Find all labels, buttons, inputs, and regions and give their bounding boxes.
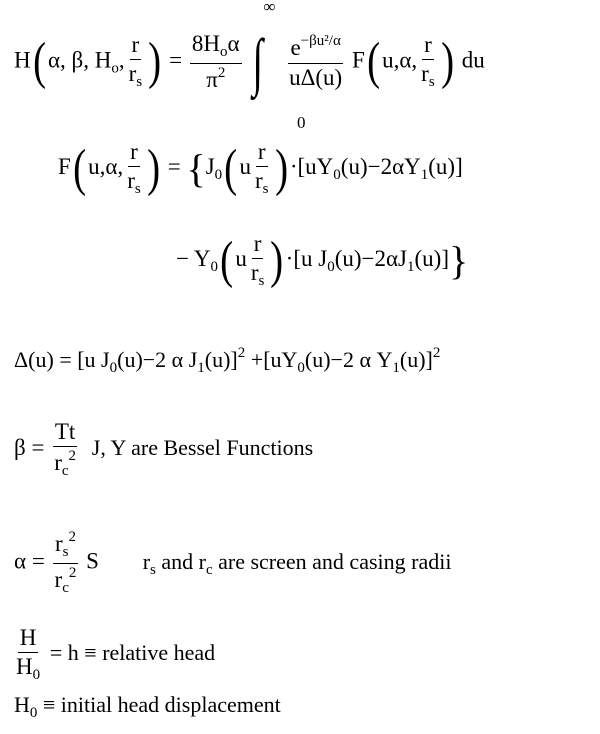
Delta-part2-sub1: 1 — [392, 360, 400, 376]
integral — [249, 0, 276, 97]
coef-den — [204, 64, 227, 92]
F-symbol: F — [58, 154, 71, 180]
F-args: u,α, — [88, 154, 124, 180]
H-symbol: H — [14, 47, 31, 73]
Delta-part1-start: [u J — [77, 347, 110, 372]
Delta-sup1: 2 — [237, 345, 246, 361]
integral-upper-limit: ∞ — [263, 0, 276, 16]
rc-base: r — [54, 566, 63, 592]
close-brace: } — [448, 237, 469, 283]
H0-base: H — [16, 654, 33, 680]
rs-base: r — [250, 260, 259, 286]
frac-num: r — [130, 33, 142, 60]
frac-num: r — [252, 232, 264, 259]
plus-sign: + — [250, 347, 264, 372]
exp-sup: −βu²/α — [300, 33, 341, 50]
rs-base: r — [255, 168, 263, 194]
equation-Delta-definition — [14, 346, 440, 376]
integrand-fraction — [287, 34, 344, 89]
J-close-paren: ) — [274, 139, 288, 197]
exp-base: e — [290, 35, 301, 61]
equals-sign: = — [59, 347, 72, 372]
equation-F-definition — [58, 140, 463, 198]
equation-F-continuation — [176, 232, 468, 290]
bracket2-mid: (u)−2αJ — [334, 246, 407, 272]
integral-sign: ∫ — [252, 26, 264, 97]
rs-sub: s — [136, 74, 143, 91]
rc-sup: 2 — [68, 448, 77, 465]
frac-den — [253, 167, 271, 198]
H0-symbol-sub: 0 — [29, 705, 38, 721]
rc-sub: c — [61, 463, 69, 480]
F-open-paren: ( — [366, 33, 380, 90]
Delta-part2-sub0: 0 — [297, 360, 305, 376]
rs-sub: s — [258, 273, 265, 290]
bracket1-sub0: 0 — [333, 167, 341, 184]
bracket2-end: (u)] — [414, 246, 449, 272]
Delta-lhs: Δ(u) — [14, 347, 54, 372]
rs-sub: s — [262, 181, 269, 198]
beta-fraction — [52, 420, 78, 480]
rs-sub: s — [134, 181, 141, 198]
bessel-note: J, Y are Bessel Functions — [91, 435, 314, 461]
coef-num — [190, 32, 242, 64]
equation-beta-definition — [14, 420, 313, 480]
equals-sign: = — [167, 154, 181, 180]
F-args: u,α, — [382, 47, 418, 73]
r-over-rs-2 — [253, 140, 271, 198]
F-call: F — [351, 47, 365, 73]
radii-note-r2-sub: c — [205, 561, 213, 578]
rs-base: r — [421, 61, 429, 87]
dot-operator: · — [285, 246, 294, 272]
rs-base: r — [128, 61, 137, 87]
minus-Y: − Y — [176, 246, 211, 272]
H-over-H0 — [14, 626, 42, 684]
bracket1-end: (u)] — [428, 154, 463, 180]
rs-sup: 2 — [68, 529, 76, 545]
F-close-paren: ) — [440, 33, 454, 90]
beta-lhs: β — [14, 435, 26, 461]
J-sub: 0 — [214, 167, 223, 184]
u-symbol: u — [239, 154, 251, 180]
Delta-part2-mid: (u)−2 α Y — [304, 347, 393, 372]
Delta-part1-sub1: 1 — [197, 360, 205, 376]
alpha-lhs: α — [14, 548, 27, 574]
radii-note-r1-sub: s — [150, 561, 156, 578]
Delta-part1-end: (u)] — [204, 347, 238, 372]
frac-den — [127, 60, 145, 91]
Y-sub: 0 — [210, 259, 218, 276]
equation-alpha-definition — [14, 530, 451, 597]
open-paren: ( — [32, 33, 46, 90]
F-r-over-rs — [419, 33, 437, 91]
Delta-sup2: 2 — [432, 345, 441, 361]
H-num: H — [18, 626, 39, 653]
integral-lower-limit: 0 — [297, 113, 306, 132]
frac-num: r — [422, 33, 434, 60]
bracket2-sub0: 0 — [327, 259, 335, 276]
frac-den — [419, 60, 437, 91]
bracket2-start: [u J — [293, 246, 328, 272]
rs-sub: s — [62, 544, 69, 560]
radii-note-r1: r — [142, 548, 151, 574]
equation-relative-head — [14, 626, 215, 684]
rc-base: r — [54, 450, 62, 476]
pi-sup: 2 — [217, 64, 226, 81]
alpha-num — [53, 530, 78, 564]
equation-initial-displacement — [14, 694, 281, 721]
Delta-part2-end: (u)] — [399, 347, 433, 372]
equals-sign: = — [31, 435, 45, 461]
bracket1-mid: (u)−2αY — [340, 154, 421, 180]
coefficient-fraction — [190, 32, 242, 92]
r-over-rs — [127, 33, 145, 91]
frac-num: r — [256, 140, 268, 167]
J-symbol: J — [205, 154, 215, 180]
equals-sign: = — [31, 548, 45, 574]
H0-symbol: H — [14, 692, 30, 717]
radii-note-end: are screen and casing radii — [212, 548, 452, 574]
integrand-num — [288, 34, 342, 63]
dot-operator: · — [289, 154, 298, 180]
Delta-part1-sub0: 0 — [109, 360, 118, 376]
J-open-paren: ( — [224, 139, 238, 197]
u-symbol: u — [235, 246, 247, 272]
integrand-den: uΔ(u) — [289, 64, 343, 90]
open-paren: ( — [72, 139, 86, 197]
pi: π — [206, 66, 218, 92]
Y-open-paren: ( — [220, 231, 234, 289]
rs-base: r — [127, 168, 135, 194]
Delta-part2-start: [uY — [263, 347, 298, 372]
bracket2-sub1: 1 — [407, 259, 415, 276]
equation-H-definition — [14, 0, 485, 97]
beta-num: Tt — [53, 420, 77, 447]
storativity-S: S — [86, 548, 99, 574]
H0-sub: 0 — [32, 667, 41, 684]
alpha-fraction — [53, 530, 79, 597]
coef-num-tail: α — [227, 31, 240, 57]
Y-close-paren: ) — [270, 231, 284, 289]
radii-note — [142, 548, 452, 578]
relative-head-text: = h ≡ relative head — [49, 640, 216, 666]
bracket1-sub1: 1 — [420, 167, 429, 184]
open-brace: { — [186, 145, 206, 191]
alpha-den — [53, 564, 79, 597]
rc-sub: c — [62, 579, 69, 596]
bracket1-start: [uY — [297, 154, 334, 180]
beta-den — [52, 447, 78, 480]
radii-note-mid: and r — [155, 548, 206, 574]
du: du — [461, 47, 485, 73]
close-paren: ) — [146, 139, 160, 197]
coef-num-base: 8H — [191, 31, 221, 57]
coef-num-sub: o — [220, 44, 228, 61]
Delta-part1-mid: (u)−2 α J — [117, 347, 198, 372]
frac-den — [249, 259, 267, 290]
rc-sup: 2 — [68, 564, 77, 581]
comma: , — [118, 47, 125, 73]
r-over-rs-3 — [249, 232, 267, 290]
equals-sign: = — [169, 47, 183, 73]
close-paren: ) — [148, 33, 162, 90]
H0-den — [14, 653, 42, 684]
frac-den — [125, 167, 143, 198]
initial-displacement-text: ≡ initial head displacement — [37, 692, 281, 717]
r-over-rs — [125, 140, 143, 198]
rs-base: r — [54, 531, 63, 556]
frac-num: r — [128, 140, 140, 167]
H-args-sub: o — [111, 60, 119, 77]
H-args: α, β, H — [47, 47, 112, 73]
rs-sub: s — [428, 74, 435, 91]
